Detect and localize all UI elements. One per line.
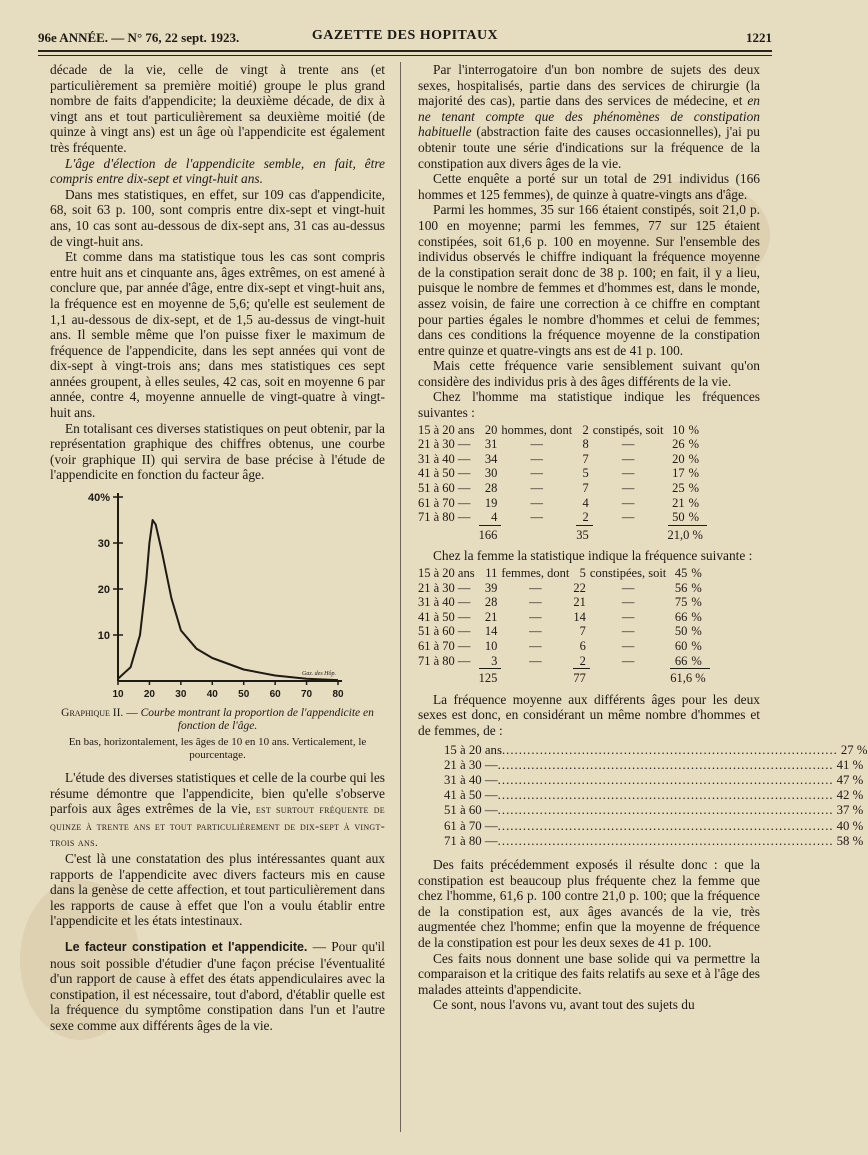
paragraph: Et comme dans ma statistique tous les cas sont compris entre huit ans et cinquante ans, âges extrêmes, on est amené à conclure que, par année d'âge, entre dix-sept et vingt-huit ans, la fréquence est en moyenne de 5,6; qu'elle est seulement de 1,1 au-dessous de dix-sept, et de 1,5 au-dessus de vingt-huit ans. Il semble même que l'on puisse fixer le maximum de fréquence de l'appendicite, dans les sept années qui vont de dix-sept à vingt-trois ans; dans mes statistiques ces sept années groupent, à elles seules, 42 cas, soit en moyenne 6 par année, contre 4, moyenne annuelle de vingt-quatre à vingt-huit ans. [50,249,385,421]
table-row [418,466,707,481]
paragraph-text: L'étude des diverses statistiques et celle de la courbe qui les résume démontre que l'appendicite, bien qu'elle s'observe parfois aux âges extrêmes de la vie, [50,770,385,817]
percentage: 66 [674,609,688,624]
percentage: 60 [674,638,688,653]
row-label: — [621,451,635,466]
issue-info: 96e ANNÉE. — N° 76, 22 sept. 1923. [38,30,240,45]
paragraph: Des faits précédemment exposés il résulte donc : que la constipation est beaucoup plus fréquente chez la femme que chez l'homme, 61,6 p. 100 contre 21,0 p. 100; que la fréquence de la constipation est, aux âges avancés de la vie, très augmentée chez l'homme; enfin que la moyenne de fréquence de la constipation est pour les deux sexes de 41 p. 100. [418,856,760,950]
percent-unit: % [688,481,699,496]
figure-caption [50,707,385,762]
spacer [590,669,670,686]
paragraph: Chez la femme la statistique indique la fréquence suivante : [433,548,753,564]
count-total: 34 [484,451,498,466]
age-range: 15 à 20 ans [444,742,502,757]
age-range: 21 à 30 — [444,757,498,772]
count-constipated: 21 [573,595,586,610]
spacer [418,669,479,686]
count-constipated: 4 [582,495,589,510]
table-row [418,654,710,669]
age-range: 21 à 30 — [418,437,471,452]
appendicitis-age-chart [70,485,370,703]
paragraph: Dans mes statistiques, en effet, sur 109 cas d'appendicite, 68, soit 63 p. 100, sont compris entre dix-sept et vingt-huit ans, 10 cas sont au-dessous de dix-sept ans, 31 cas au-dessus de vingt-huit ans. [50,186,385,249]
spacer [501,525,576,542]
paragraph [50,770,385,851]
count-constipated: 8 [582,437,589,452]
paragraph: La fréquence moyenne aux différents âges pour les deux sexes est donc, en considérant un même nombre d'hommes et de femmes, de : [418,691,760,738]
dot-leader: ................................................................................ [497,803,834,818]
percent-unit: % [691,609,702,624]
frequency-row [444,772,864,788]
frequency-row [444,833,864,849]
y-tick-label: 40% [87,492,110,505]
count-total: 4 [491,510,498,525]
percentage: 66 [674,653,688,668]
spacer [593,525,668,542]
row-label: — [621,653,635,668]
frequency-value: 27 % [840,742,868,757]
row-label: — [530,495,544,510]
paragraph-italic: L'âge d'élection de l'appendicite semble, en fait, être compris entre dix-sept et vingt-huit ans. [50,155,385,187]
age-range: 41 à 50 — [444,788,498,803]
age-range: 61 à 70 — [418,638,471,653]
total-count: 125 [479,669,502,686]
row-label: constipés, soit [592,422,664,437]
row-label: — [621,481,635,496]
frequency-row [444,803,864,818]
x-tick-label: 30 [175,689,187,701]
table-row [418,496,707,511]
row-label: — [621,437,635,452]
frequency-value: 58 % [836,833,864,848]
row-label: — [529,595,542,610]
paragraph [50,939,385,1034]
table-total-row [418,669,710,686]
y-tick-label: 10 [97,630,110,643]
frequency-value: 42 % [836,788,864,803]
age-range: 51 à 60 — [444,803,498,818]
row-label: — [621,466,635,481]
table-row [418,581,710,596]
table-total-row [418,525,707,542]
count-total: 21 [484,609,498,624]
row-label: femmes, dont [501,566,570,580]
total-count: 166 [479,525,502,542]
caption-dash: — [123,707,141,720]
row-label: — [621,638,635,653]
age-range: 61 à 70 — [418,495,471,510]
table-row [418,639,710,654]
row-label: — [621,609,635,624]
chart-annotation: Gaz. des Hôp. [302,671,336,678]
x-tick-label: 20 [143,689,155,701]
paragraph: Mais cette fréquence varie sensiblement suivant qu'on considère des individus pris à des âges différents de la vie. [418,358,760,389]
count-constipated: 2 [579,653,586,668]
row-label: — [529,580,542,595]
row-label: — [621,580,635,595]
percentage: 50 [674,624,688,639]
row-label: — [529,624,542,639]
count-constipated: 2 [582,422,589,437]
percentage: 25 [672,481,685,496]
age-range: 21 à 30 — [418,580,471,595]
count-total: 19 [484,495,498,510]
count-total: 31 [484,437,498,452]
percent-unit: % [691,595,702,610]
table-row [418,624,710,639]
x-tick-label: 80 [332,689,344,701]
header-rule [38,50,772,52]
frequency-value: 41 % [836,757,864,772]
header-rule-thin [38,55,772,56]
row-label: hommes, dont [501,422,573,437]
count-constipated: 5 [582,466,589,481]
paragraph-text: — Pour qu'il nous soit possible d'étudier d'une façon précise l'éventualité d'un rapport de cause à effet des états appendiculaires avec la constipation, il est nécessaire, tout d'abord, d'établir quelle est la fréquence du symptôme constipation dans l'un et l'autre sexe comme aux différents âges de la vie. [50,938,385,1033]
age-range: 41 à 50 — [418,466,471,481]
section-heading: Le facteur constipation et l'appendicite. [65,939,308,954]
table-row [418,566,710,581]
x-tick-label: 60 [269,689,281,701]
age-range: 71 à 80 — [418,510,471,525]
count-total: 14 [484,624,498,639]
count-total: 3 [491,653,498,668]
percentage: 56 [674,580,688,595]
column-divider [400,62,401,1132]
spacer [501,669,573,686]
age-range: 31 à 40 — [418,595,471,610]
dot-leader: ................................................................................ [497,772,834,787]
percent-unit: % [691,566,702,580]
women-constipation-table [418,566,710,686]
count-total: 20 [484,422,498,437]
caption-label: Graphique II. [61,707,124,720]
count-total: 30 [484,466,498,481]
row-label: — [530,510,544,525]
row-label: — [621,495,635,510]
count-total: 28 [484,481,498,496]
dot-leader: ................................................................................ [497,833,834,848]
caption-title: Courbe montrant la proportion de l'appendicite en fonction de l'âge. [140,707,374,733]
total-percentage: 61,6 % [670,669,709,686]
row-label: — [530,451,544,466]
row-label: — [529,638,542,653]
table-row [418,423,707,438]
percentage: 26 [672,437,685,452]
total-constipated: 35 [576,525,593,542]
row-label: — [529,609,542,624]
paragraph: Ce sont, nous l'avons vu, avant tout des sujets du [433,997,695,1013]
dot-leader: ................................................................................ [497,757,834,772]
paragraph: C'est là une constatation des plus intéressantes quant aux rapports de l'appendicite avec divers facteurs mis en cause dans la genèse de cette affection, et tout particulièrement dans les rapports de cause à effet que l'on a voulu établir entre l'appendicite et les états intestinaux. [50,851,385,929]
percent-unit: % [688,422,699,437]
count-total: 10 [484,638,498,653]
row-label: — [529,653,542,668]
age-range: 61 à 70 — [444,818,498,833]
percent-unit: % [691,624,702,639]
percentage: 75 [674,595,688,610]
y-tick-label: 30 [97,538,110,551]
paragraph-text: Par l'interrogatoire d'un bon nombre de sujets des deux sexes, hospitalisés, partie dans des services de chirurgie (la majorité des cas), partie dans des services de médecine, et [418,62,760,109]
dot-leader: ................................................................................ [501,742,838,757]
frequency-row [444,742,868,758]
x-tick-label: 10 [112,689,124,701]
age-range: 51 à 60 — [418,481,471,496]
count-constipated: 7 [582,451,589,466]
count-constipated: 2 [582,510,589,525]
paragraph: En totalisant ces diverses statistiques on peut obtenir, par la représentation graphique des chiffres obtenus, une courbe (voir graphique II) qui servira de base précise à l'étude de l'appendicite en fonction du facteur âge. [50,420,385,483]
percentage: 45 [674,566,688,580]
percent-unit: % [691,653,702,668]
percentage: 10 [672,422,685,437]
paragraph: décade de la vie, celle de vingt à trente ans (et particulièrement sa première moitié) groupe le plus grand nombre de faits d'appendicite; la deuxième décade, de dix à vingt ans et tout particulièrement sa deuxième moitié (de quinze à vingt ans) est un âge où l'appendicite est également très fréquente. [50,62,385,155]
percentage: 17 [672,466,685,481]
age-range: 71 à 80 — [418,653,471,668]
row-label: — [530,466,544,481]
men-constipation-table [418,423,707,543]
count-constipated: 7 [582,481,589,496]
percent-unit: % [691,580,702,595]
count-constipated: 7 [579,624,586,639]
running-header [38,26,772,48]
paragraph: Chez l'homme ma statistique indique les fréquences suivantes : [418,389,760,421]
paragraph: Ces faits nous donnent une base solide qui va permettre la comparaison et la critique des faits relatifs au sexe et à l'âge des malades atteints d'appendicite. [418,950,760,997]
right-column [418,62,868,1013]
count-constipated: 22 [573,580,586,595]
percent-unit: % [688,495,699,510]
age-range: 31 à 40 — [444,772,498,787]
percent-unit: % [691,638,702,653]
frequency-row [444,788,864,803]
percentage: 50 [672,510,685,525]
x-tick-label: 50 [238,689,250,701]
total-constipated: 77 [573,669,590,686]
count-total: 11 [485,566,498,580]
journal-title: GAZETTE DES HOPITAUX [311,28,499,43]
row-label: — [621,510,635,525]
spacer [418,525,479,542]
table-row [418,595,710,610]
count-total: 39 [484,580,498,595]
x-tick-label: 70 [301,689,313,701]
frequency-value: 47 % [836,772,864,787]
paragraph [418,62,760,171]
left-column [50,62,385,1034]
age-range: 15 à 20 ans [418,422,475,437]
percent-unit: % [688,437,699,452]
row-label: — [621,624,635,639]
frequency-row [444,818,864,834]
count-constipated: 5 [579,566,586,580]
table-row [418,437,707,452]
count-total: 28 [484,595,498,610]
frequency-value: 40 % [836,818,864,833]
row-label: — [530,437,544,452]
frequency-row [444,757,864,773]
emphasis-smallcaps: est surtout fréquente de quinze à trente ans et tout particulièrement de dix-sept à vingt-trois ans. [50,802,385,850]
paragraph-text: (abstraction faite des causes occasionnelles), j'ai pu obtenir toute une série d'indications sur la fréquence de la constipation aux divers âges de la vie. [418,124,760,171]
paragraph: Cette enquête a porté sur un total de 291 individus (166 hommes et 125 femmes), de quinze à quatre-vingts ans d'âge. [418,171,760,202]
row-label: — [621,595,635,610]
frequency-value: 37 % [836,803,864,818]
emphasis-italic: en ne tenant compte que des phénomènes de constipation habituelle [418,93,760,140]
count-constipated: 6 [579,638,586,653]
page-number: 1221 [746,30,772,45]
caption-note: En bas, horizontalement, les âges de 10 en 10 ans. Verticalement, le pourcentage. [68,736,367,762]
dot-leader: ................................................................................ [497,818,834,833]
age-range: 51 à 60 — [418,624,471,639]
table-row [418,510,707,525]
table-row [418,481,707,496]
table-row [418,452,707,467]
percent-unit: % [688,451,699,466]
age-range: 15 à 20 ans [418,566,475,580]
percent-unit: % [688,466,699,481]
x-tick-label: 40 [206,689,218,701]
row-label: — [530,481,544,496]
appendicitis-curve [118,520,338,680]
percentage: 20 [672,451,685,466]
dot-leader: ................................................................................ [497,788,834,803]
mean-frequency-list [444,742,868,849]
row-label: constipées, soit [589,566,667,580]
percentage: 21 [672,495,685,510]
count-constipated: 14 [573,609,586,624]
age-range: 31 à 40 — [418,451,471,466]
age-range: 41 à 50 — [418,609,471,624]
y-tick-label: 20 [97,584,110,597]
paragraph: Parmi les hommes, 35 sur 166 étaient constipés, soit 21,0 p. 100 en moyenne; parmi les femmes, 77 sur 125 étaient constipées, soit 61,6 p. 100 en moyenne. Sur l'ensemble des individus observés le chiffre indiquant la fréquence moyenne de la constipation serait donc de 38 p. 100; en fait, il y a lieu, puisque le nombre de femmes et d'hommes est, dans le monde, assez voisin, de faire une correction à ce chiffre en comptant pour parties égales le nombre d'hommes et celui de femmes; dans ces conditions la fréquence moyenne de la constipation entre quinze et quatre-vingts ans est de 41 p. 100. [418,202,760,358]
table-row [418,610,710,625]
total-percentage: 21,0 % [668,525,707,542]
percent-unit: % [688,510,699,525]
age-range: 71 à 80 — [444,833,498,848]
